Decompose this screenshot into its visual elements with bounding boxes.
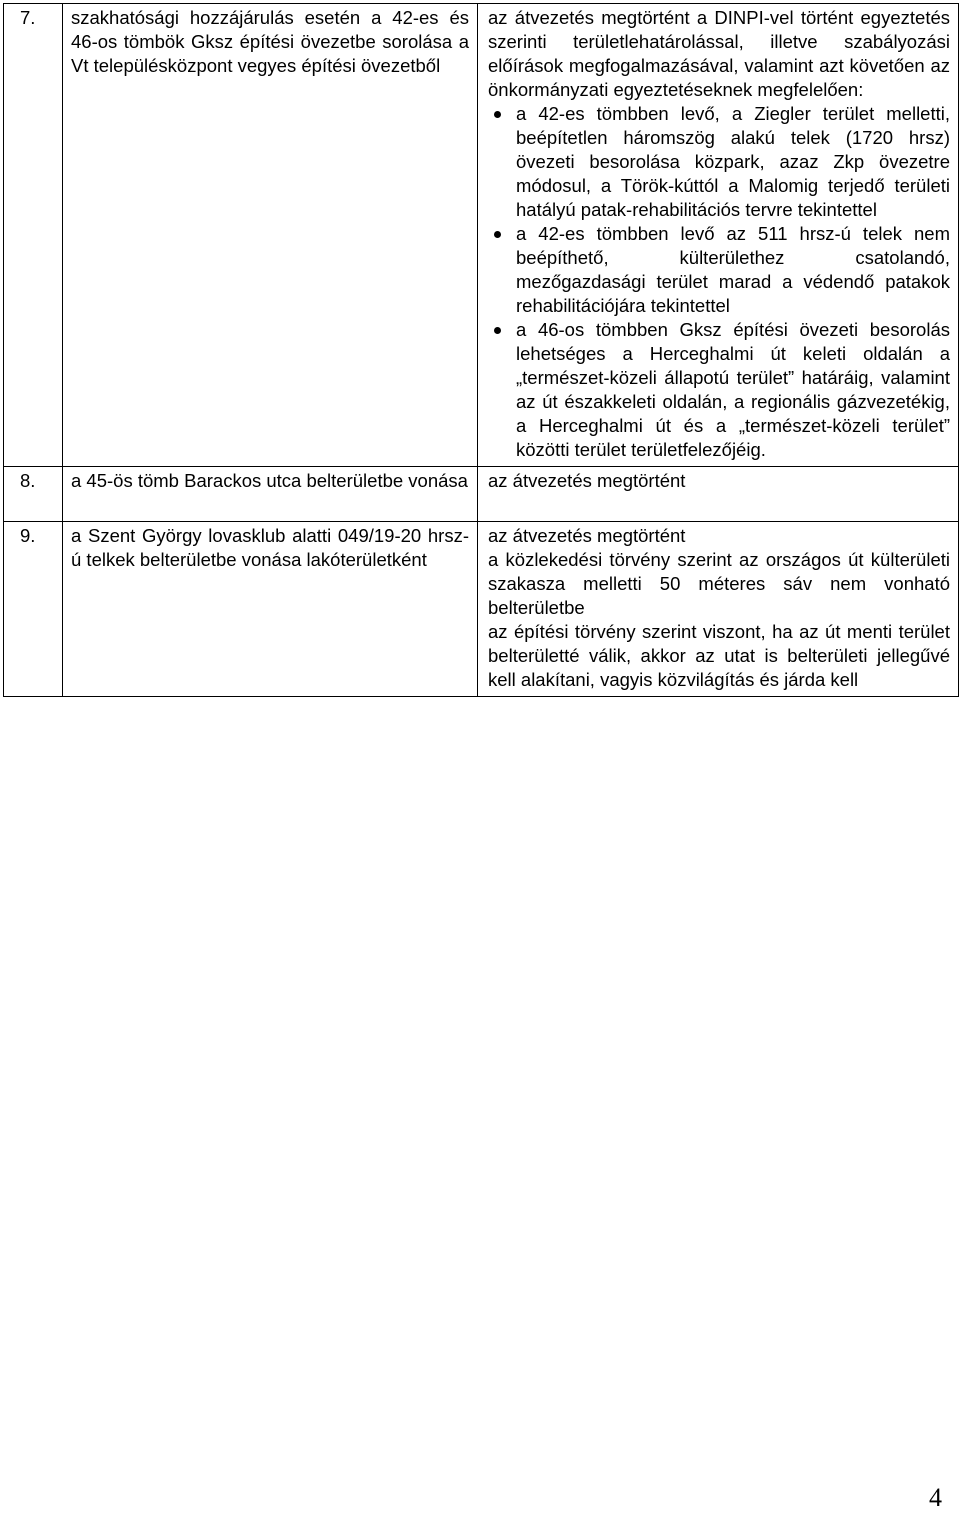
bullet-item: a 42-es tömbben levő, a Ziegler terület melletti, beépítetlen háromszög alakú telek (1720 hrsz) övezeti besorolása közpark, azaz Zkp övezetre módosul, a Török-kúttól a Malomig terjedő területi hatályú patak-rehabilitációs tervre tekintettel (488, 102, 950, 222)
row-paragraph: az átvezetés megtörtént (488, 525, 686, 546)
row-description (478, 522, 959, 697)
row-intro: az átvezetés megtörtént a DINPI-vel történt egyeztetés szerinti területlehatárolással, illetve szabályozási előírások megfogalmazásával, valamint azt követően az önkormányzati egyeztetéseknek megfelelően: (488, 7, 950, 100)
row-description (478, 4, 959, 467)
table-row (4, 522, 959, 697)
bullet-icon (494, 111, 501, 118)
row-status: az átvezetés megtörtént (488, 470, 686, 491)
row-number: 8. (4, 467, 63, 522)
row-topic: a 45-ös tömb Barackos utca belterületbe vonása (63, 467, 478, 522)
row-topic: a Szent György lovasklub alatti 049/19-20 hrsz-ú telkek belterületbe vonása lakóterületként (63, 522, 478, 697)
row-paragraph: a közlekedési törvény szerint az országos út külterületi szakasza melletti 50 méteres sáv nem vonható belterületbe (488, 549, 950, 618)
row-number: 7. (4, 4, 63, 467)
requirements-table (3, 3, 959, 697)
bullet-item: a 42-es tömbben levő az 511 hrsz-ú telek nem beépíthető, külterülethez csatolandó, mezőgazdasági terület marad a védendő patakok rehabilitációjára tekintettel (488, 222, 950, 318)
table-row (4, 467, 959, 522)
table-row (4, 4, 959, 467)
row-number: 9. (4, 522, 63, 697)
row-description (478, 467, 959, 522)
bullet-item: a 46-os tömbben Gksz építési övezeti besorolás lehetséges a Herceghalmi út keleti oldalán a „természet-közeli állapotú terület” határáig, valamint az út északkeleti oldalán, a regionális gázvezetékig, a Herceghalmi út és a „természet-közeli terület” közötti terület területfelezőjéig. (488, 318, 950, 462)
row-paragraph: az építési törvény szerint viszont, ha az út menti terület belterületté válik, akkor az utat is belterületi jellegűvé kell alakítani, vagyis közvilágítás és járda kell (488, 621, 950, 690)
bullet-list (488, 102, 950, 462)
bullet-icon (494, 231, 501, 238)
row-topic: szakhatósági hozzájárulás esetén a 42-es és 46-os tömbök Gksz építési övezetbe sorolása a Vt településközpont vegyes építési övezetből (63, 4, 478, 467)
bullet-icon (494, 327, 501, 334)
page-number: 4 (929, 1483, 942, 1512)
